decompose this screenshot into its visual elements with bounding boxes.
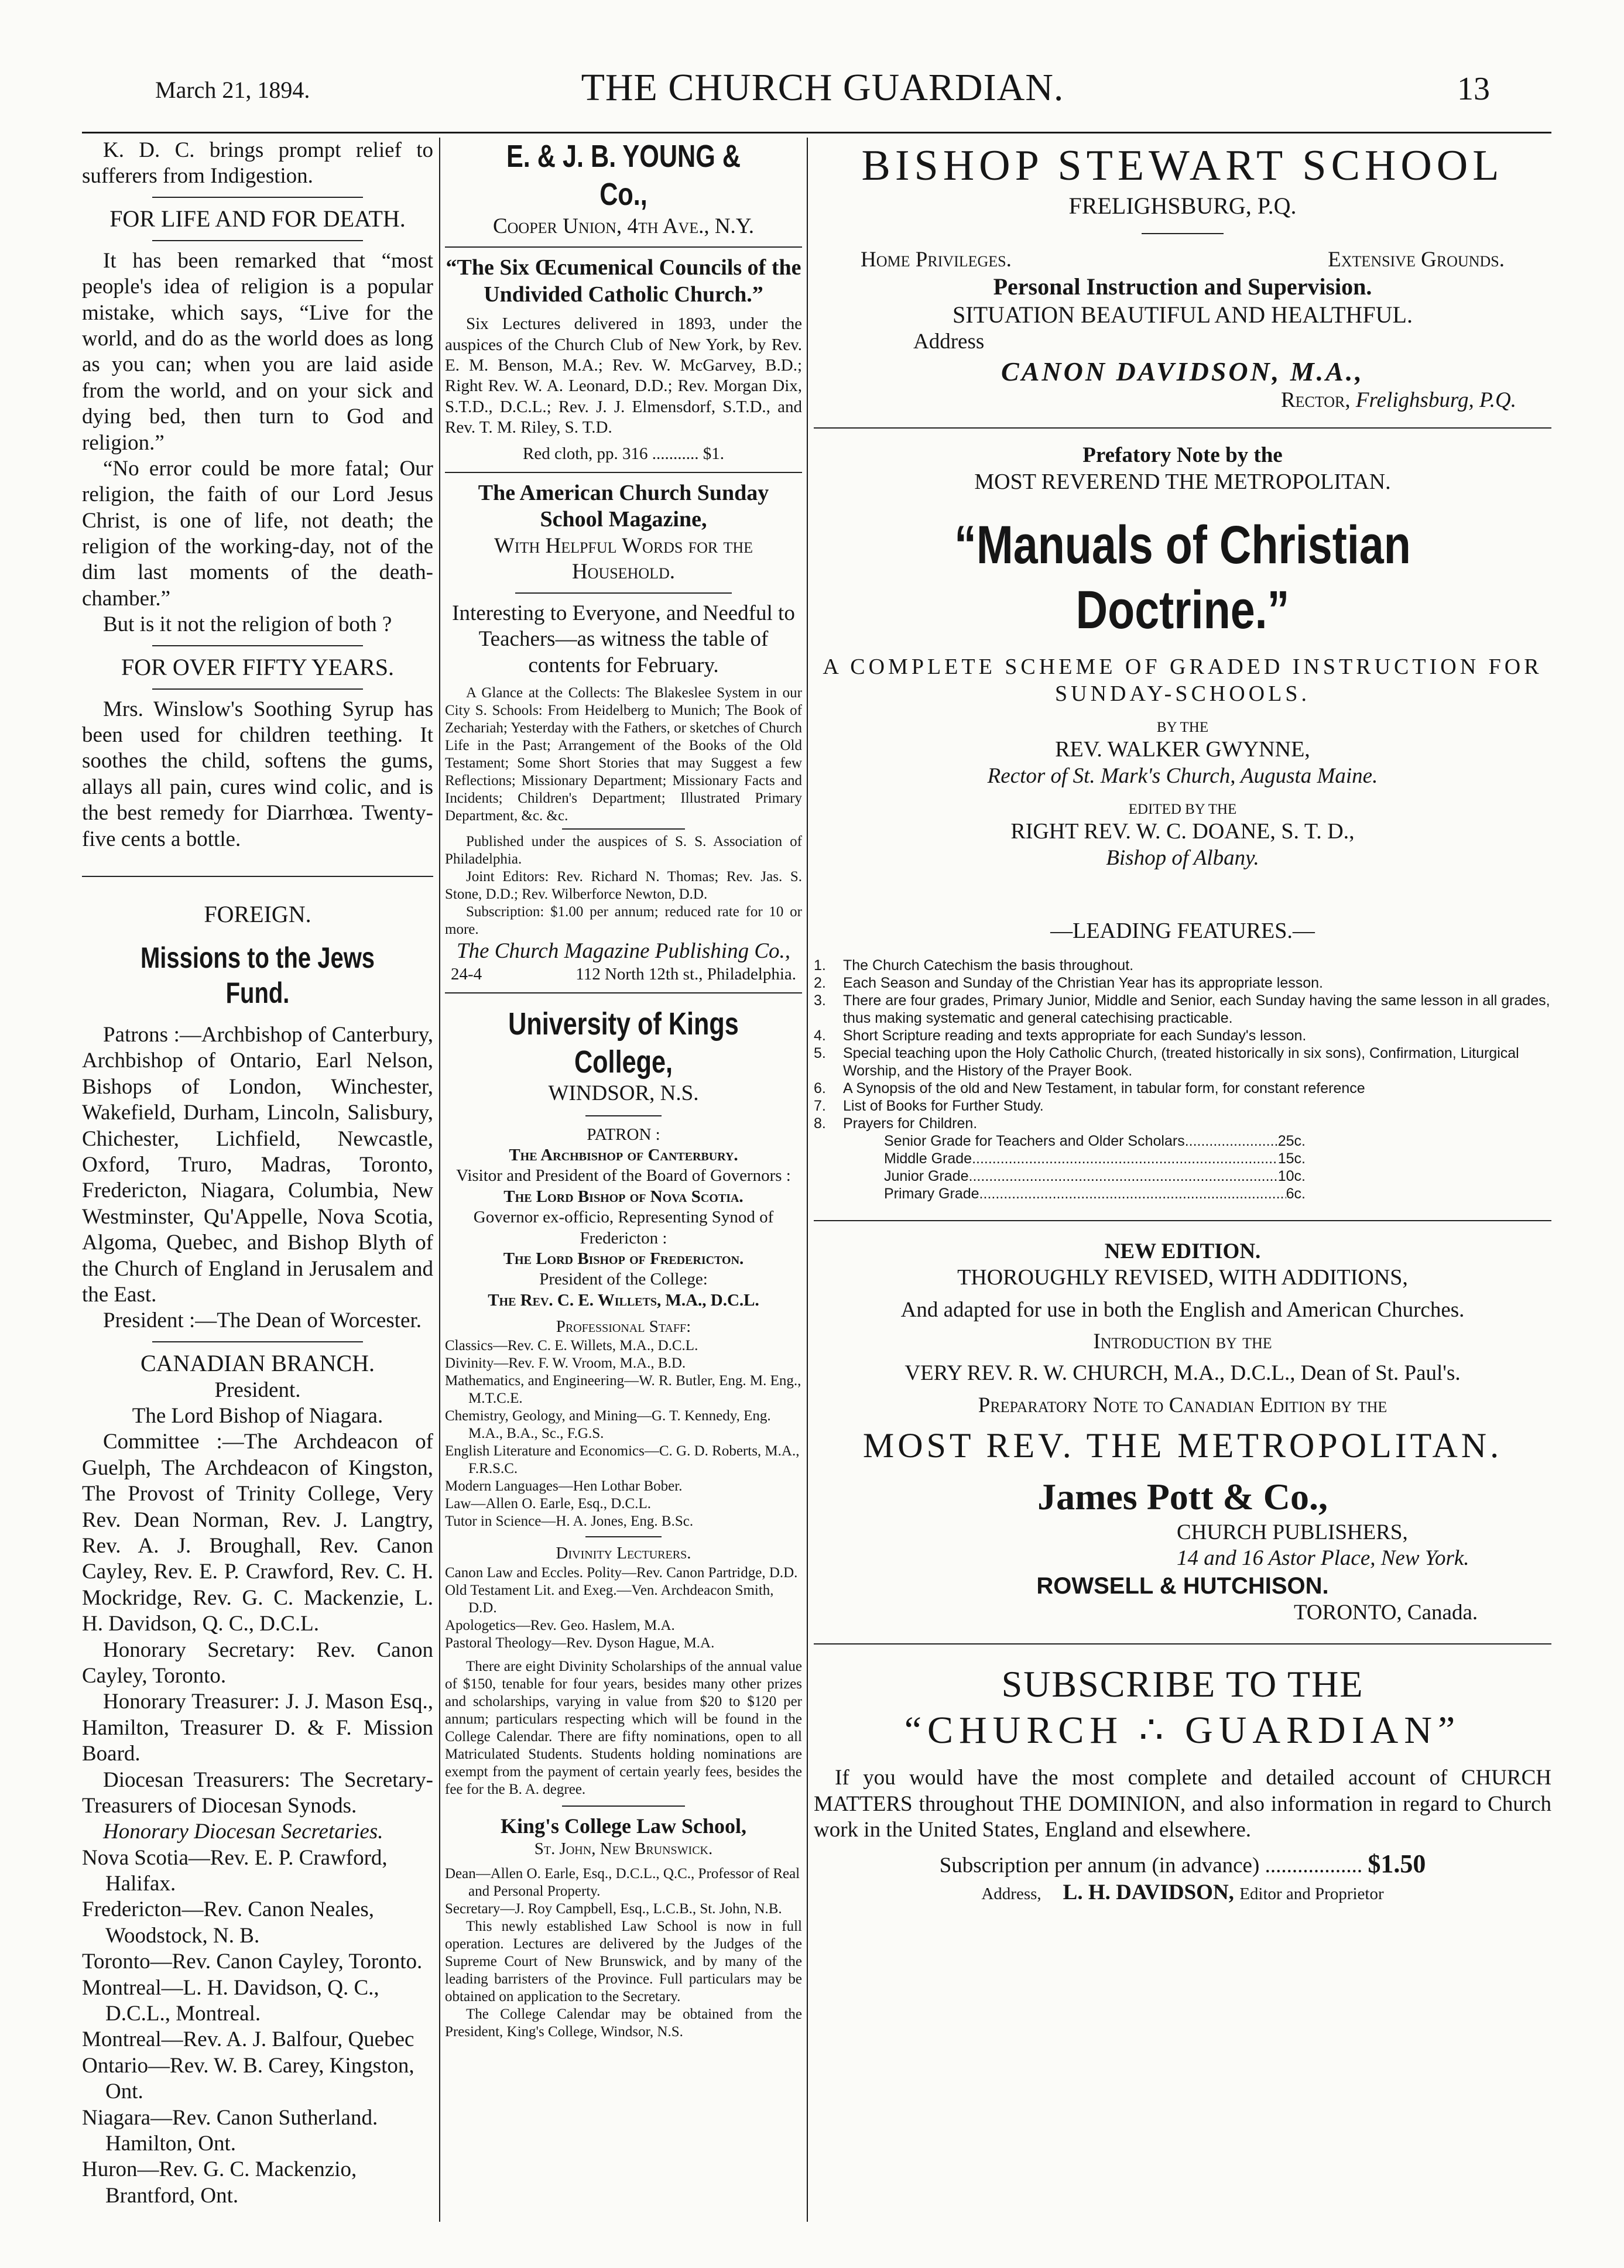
staff-entry: English Literature and Economics—C. G. D. Roberts, M.A., F.R.S.C. [445,1443,800,1477]
divinity-entry: Apologetics—Rev. Geo. Haslem, M.A. [445,1617,675,1633]
divider [562,1806,685,1807]
visitor-name: The Lord Bishop of Nova Scotia. [503,1187,744,1206]
school-instruction: Personal Instruction and Supervision. [993,273,1372,300]
prefatory-note: Prefatory Note by the [1082,443,1283,468]
magazine-publisher: The Church Magazine Publishing Co., [456,938,791,963]
president-name: The Lord Bishop of Niagara. [132,1404,383,1428]
staff-entry: Modern Languages—Hen Lothar Bober. [445,1478,683,1495]
honorary-treasurer: Honorary Treasurer: J. J. Mason Esq., Hamilton, Treasurer D. & F. Mission Board. [82,1690,433,1766]
church-guardian-title: “CHURCH ∴ GUARDIAN” [904,1708,1461,1752]
magazine-title: The American Church Sunday School Magazine, [478,480,769,532]
divider [152,1341,363,1342]
law-school-place: St. John, New Brunswick. [534,1839,713,1858]
president-text: President :—The Dean of Worcester. [103,1308,422,1333]
divider [1142,233,1224,234]
school-place: FRELIGHSBURG, P.Q. [1068,192,1297,219]
diocesan-secretaries-heading: Honorary Diocesan Secretaries. [103,1820,383,1844]
divider [515,592,732,594]
life-death-heading: FOR LIFE AND FOR DEATH. [109,205,406,232]
staff-entry: Mathematics, and Engineering—W. R. Butler, Eng. M. Eng., M.T.C.E. [445,1373,801,1407]
college-president-name: The Rev. C. E. Willets, M.A., D.C.L. [488,1290,759,1310]
divider [562,828,685,830]
divider [152,197,363,198]
james-pott-heading: James Pott & Co., [1037,1476,1328,1518]
column-divider-1 [439,138,440,2222]
governor-label: Governor ex-officio, Representing Synod of Fredericton : [473,1208,774,1248]
scheme-text: A COMPLETE SCHEME OF GRADED INSTRUCTION FOR SUNDAY-SCHOOLS. [823,654,1543,706]
header-rule [82,132,1551,133]
councils-price: Red cloth, pp. 316 ........... $1. [523,444,724,464]
magazine-contents: A Glance at the Collects: The Blakeslee System in our City S. Schools: From Heidelberg to Munich; The Book of Zechariah; Yesterday with the Fathers, or sketches of Church Life in the Past; Arrangement of the Books of the Old Testament; Some Short Stories that may Suggest a few Reflections; Missionary Department; Missionary Facts and Incidents; Children's Department; Illustrated Primary Department, &c. &c. [445,684,802,824]
life-death-para-3: But is it not the religion of both ? [103,612,392,637]
kdc-ad: K. D. C. brings prompt relief to sufferers from Indigestion. [82,138,433,189]
new-edition: NEW EDITION. [1104,1239,1261,1263]
church-publishers: CHURCH PUBLISHERS, [1177,1520,1408,1545]
canon-davidson: CANON DAVIDSON, M.A., [1001,356,1364,386]
missions-heading: Missions to the Jews Fund. [140,941,375,1009]
price-row: Primary Grade ..... 6c. [814,1185,1306,1202]
magazine-subscription: Subscription: $1.00 per annum; reduced rate for 10 or more. [445,903,802,937]
college-president-label: President of the College: [539,1270,708,1289]
councils-description: Six Lectures delivered in 1893, under the auspices of the Church Club of New York, by Rev. E. M. Benson, M.A.; Rev. W. McGarvey, B.D.; Right Rev. W. A. Leonard, D.D.; Rev. Morgan Dix, S.T.D., D.C.L.; Rev. J. J. Elmensdorf, S.T.D., and Rev. T. M. Riley, S. T.D. [445,314,802,437]
young-address: Cooper Union, 4th Ave., N.Y. [492,214,755,238]
young-heading: E. & J. B. YOUNG & Co., [506,139,741,212]
feature-item: 4. Short Scripture reading and texts appropriate for each Sunday's lesson. [814,1027,1307,1044]
kings-college-heading: University of Kings College, [508,1006,739,1080]
law-school-heading: King's College Law School, [500,1814,747,1838]
diocesan-treasurers: Diocesan Treasurers: The Secretary-Treasurers of Diocesan Synods. [82,1767,433,1818]
edited-by-label: EDITED BY THE [1128,801,1237,818]
divider [152,645,363,646]
manuals-title: “Manuals of Christian Doctrine.” [954,515,1411,640]
feature-item: 5. Special teaching upon the Holy Catholic Church, (treated historically in six sons), Confirmation, Liturgical Worship, and the History of the Prayer Book. [814,1044,1519,1079]
magazine-published: Published under the auspices of S. S. Association of Philadelphia. [445,833,802,867]
divider [152,240,363,241]
divider [445,472,802,473]
page-header [155,47,1490,135]
life-death-para-1: It has been remarked that “most people's idea of religion is a popular mistake, which says, “Live for the world, and do as the world does as long as you can; when you are laid aside from the world, and on your sick and dying bed, then turn to God and religion.” [82,248,433,455]
doane-name: RIGHT REV. W. C. DOANE, S. T. D., [1010,819,1355,844]
issue-date: March 21, 1894. [155,77,310,103]
school-situation: SITUATION BEAUTIFUL AND HEALTHFUL. [953,302,1413,328]
magazine-intro: Interesting to Everyone, and Needful to Teachers—as witness the table of contents for February. [452,601,795,677]
adapted-text: And adapted for use in both the English and American Churches. [900,1297,1465,1322]
scholarships-text: There are eight Divinity Scholarships of the annual value of $150, tenable for four years, besides many other prizes and scholarships, varying in value from $20 to $120 per annum; particulars respecting which will be found in the College Calendar. There are fifty nominations, open to all Matriculated Students. Students holding nominations are exempt from the payment of certain yearly fees, besides the fee for the B. A. degree. [445,1658,802,1797]
rowsell-hutchison: ROWSELL & HUTCHISON. [1036,1572,1329,1599]
law-calendar: The College Calendar may be obtained from the President, King's College, Windsor, N.S. [445,2006,802,2040]
column-middle [445,138,802,2041]
magazine-subtitle: With Helpful Words for the Household. [494,533,753,584]
divinity-entry: Pastoral Theology—Rev. Dyson Hague, M.A. [445,1635,715,1651]
staff-heading: Professional Staff: [556,1317,691,1337]
divider [814,427,1551,429]
features-list [814,957,1551,1202]
diocese-entry: Montreal—Rev. A. J. Balfour, Quebec [82,2027,414,2052]
patron-name: The Archbishop of Canterbury. [509,1146,738,1165]
feature-item: 7. List of Books for Further Study. [814,1097,1044,1114]
divider [585,1115,662,1116]
school-features: Home Privileges. Extensive Grounds. [861,247,1505,272]
visitor-label: Visitor and President of the Board of Governors : [456,1166,791,1186]
price-row: Junior Grade ..... 10c. [814,1167,1306,1185]
metropolitan-heading: MOST REV. THE METROPOLITAN. [862,1426,1503,1465]
governor-name: The Lord Bishop of Fredericton. [503,1249,744,1268]
foreign-heading: FOREIGN. [204,900,311,927]
staff-entry: Divinity—Rev. F. W. Vroom, M.A., B.D. [445,1355,686,1372]
divider [445,992,802,993]
column-right [814,138,1551,1906]
divider [445,246,802,248]
subscribe-text: If you would have the most complete and detailed account of CHURCH MATTERS throughout THE DOMINION, and also information in regard to Church work in the United States, England and elsewhere. [814,1766,1551,1842]
staff-entry: Chemistry, Geology, and Mining—G. T. Kennedy, Eng. M.A., B.A., Sc., F.G.S. [445,1408,771,1442]
diocese-entry: Nova Scotia—Rev. E. P. Crawford, Halifax. [82,1845,388,1896]
diocese-entry: Montreal—L. H. Davidson, Q. C., D.C.L., Montreal. [82,1975,379,2026]
metropolitan-line: MOST REVEREND THE METROPOLITAN. [974,469,1391,494]
pott-address: 14 and 16 Astor Place, New York. [1177,1546,1469,1571]
rector-line: Rector, Frelighsburg, P.Q. [1280,388,1516,412]
committee-text: Committee :—The Archdeacon of Guelph, The Archdeacon of Kingston, The Provost of Trinity College, Very Rev. Dean Norman, Rev. J. Langtry, Rev. A. J. Broughall, Rev. Canon Cayley, Rev. E. P. Crawford, Rev. C. H. Mockridge, Rev. G. C. Mackenzie, L. H. Davidson, Q. C., D.C.L. [82,1430,433,1636]
gwynne-name: REV. WALKER GWYNNE, [1055,737,1310,762]
honorary-secretary: Honorary Secretary: Rev. Canon Cayley, Toronto. [82,1637,433,1688]
magazine-address-line: 24-4 112 North 12th st., Philadelphia. [451,965,796,984]
divider [82,876,433,877]
subscribe-heading: SUBSCRIBE TO THE [1001,1663,1364,1705]
subscription-price-line: Subscription per annum (in advance) .................. $1.50 [939,1849,1426,1879]
divinity-entry: Old Testament Lit. and Exeg.—Ven. Archdeacon Smith, D.D. [445,1582,774,1616]
column-divider-2 [807,138,808,2222]
by-the-label: BY THE [1156,720,1209,736]
life-death-para-2: “No error could be more fatal; Our religion, the faith of our Lord Jesus Christ, is one of life, not death; the religion of the working-day, not of the dim last moments of the death-chamber.” [82,456,433,611]
divider [585,1536,662,1537]
magazine-editors: Joint Editors: Rev. Richard N. Thomas; Rev. Jas. S. Stone, D.D.; Rev. Wilberforce Newton, D.D. [445,868,802,902]
price-row: Middle Grade ..... 15c. [814,1150,1306,1167]
canadian-branch-heading: CANADIAN BRANCH. [140,1349,375,1376]
president-label: President. [214,1378,301,1402]
diocese-entry: Ontario—Rev. W. B. Carey, Kingston, Ont. [82,2053,414,2104]
divider [152,688,363,690]
toronto-canada: TORONTO, Canada. [1294,1600,1478,1625]
introduction-label: Introduction by the [1093,1330,1272,1354]
school-heading: BISHOP STEWART SCHOOL [861,142,1504,190]
address-label: Address [913,330,985,354]
newspaper-title: THE CHURCH GUARDIAN. [581,66,1064,109]
feature-item: 2. Each Season and Sunday of the Christian Year has its appropriate lesson. [814,974,1323,991]
feature-item: 6. A Synopsis of the old and New Testament, in tabular form, for constant reference [814,1080,1365,1097]
diocese-entry: Huron—Rev. G. C. Mackenzio, Brantford, Ont. [82,2157,357,2208]
diocese-entry: Fredericton—Rev. Canon Neales, Woodstock, N. B. [82,1897,375,1948]
law-secretary: Secretary—J. Roy Campbell, Esq., L.C.B., St. John, N.B. [445,1901,782,1917]
patron-label: PATRON : [587,1125,660,1144]
councils-title: “The Six Œcumenical Councils of the Undivided Catholic Church.” [446,255,801,307]
column-left [82,138,433,2209]
features-heading: —LEADING FEATURES.— [1050,919,1315,944]
divider [814,1220,1551,1221]
fifty-years-heading: FOR OVER FIFTY YEARS. [121,653,394,680]
winslow-ad: Mrs. Winslow's Soothing Syrup has been used for children teething. It soothes the child, softens the gums, allays all pain, cures wind colic, and is the best remedy for Diarrhœa. Twenty-five cents a bottle. [82,697,433,851]
staff-entry: Law—Allen O. Earle, Esq., D.C.L. [445,1496,652,1512]
gwynne-title: Rector of St. Mark's Church, Augusta Maine. [987,763,1378,788]
church-dean: VERY REV. R. W. CHURCH, M.A., D.C.L., Dean of St. Paul's. [904,1361,1461,1386]
diocese-entry: Niagara—Rev. Canon Sutherland. Hamilton, Ont. [82,2105,378,2156]
staff-entry: Tutor in Science—H. A. Jones, Eng. B.Sc. [445,1513,694,1530]
page-number: 13 [1457,71,1490,107]
divinity-heading: Divinity Lecturers. [556,1544,691,1563]
revised-text: THOROUGHLY REVISED, WITH ADDITIONS, [957,1265,1408,1290]
law-dean: Dean—Allen O. Earle, Esq., D.C.L., Q.C., Professor of Real and Personal Property. [445,1866,800,1900]
staff-entry: Classics—Rev. C. E. Willets, M.A., D.C.L. [445,1338,698,1354]
subscription-address-line: Address, L. H. DAVIDSON, Editor and Proprietor [981,1880,1384,1905]
diocese-entry: Toronto—Rev. Canon Cayley, Toronto. [82,1950,423,1974]
preparatory-note: Preparatory Note to Canadian Edition by the [978,1393,1387,1417]
doane-title: Bishop of Albany. [1106,845,1259,870]
kings-college-place: WINDSOR, N.S. [548,1081,699,1106]
feature-item: 3. There are four grades, Primary Junior, Middle and Senior, each Sunday having the same lesson in all grades, thus making systematic and general catechising practicable. [814,992,1550,1026]
feature-item: 8. Prayers for Children. [814,1115,978,1132]
price-row: Senior Grade for Teachers and Older Scholars ..... 25c. [814,1132,1306,1150]
feature-item: 1. The Church Catechism the basis throughout. [814,957,1134,974]
patrons-text: Patrons :—Archbishop of Canterbury, Archbishop of Ontario, Earl Nelson, Bishops of London, Winchester, Wakefield, Durham, Lincoln, Salisbury, Chichester, Lichfield, Newcastle, Oxford, Truro, Madras, Toronto, Fredericton, Niagara, Columbia, New Westminster, Qu'Appelle, Nova Scotia, Algoma, Quebec, and Bishop Blyth of the Church of England in Jerusalem and the East. [82,1022,433,1307]
divider [814,1643,1551,1645]
divinity-entry: Canon Law and Eccles. Polity—Rev. Canon Partridge, D.D. [445,1564,798,1581]
law-description: This newly established Law School is now in full operation. Lectures are delivered by the Judges of the Supreme Court of New Brunswick, and by many of the leading barristers of the Province. Full particulars may be obtained on application to the Secretary. [445,1918,802,2005]
